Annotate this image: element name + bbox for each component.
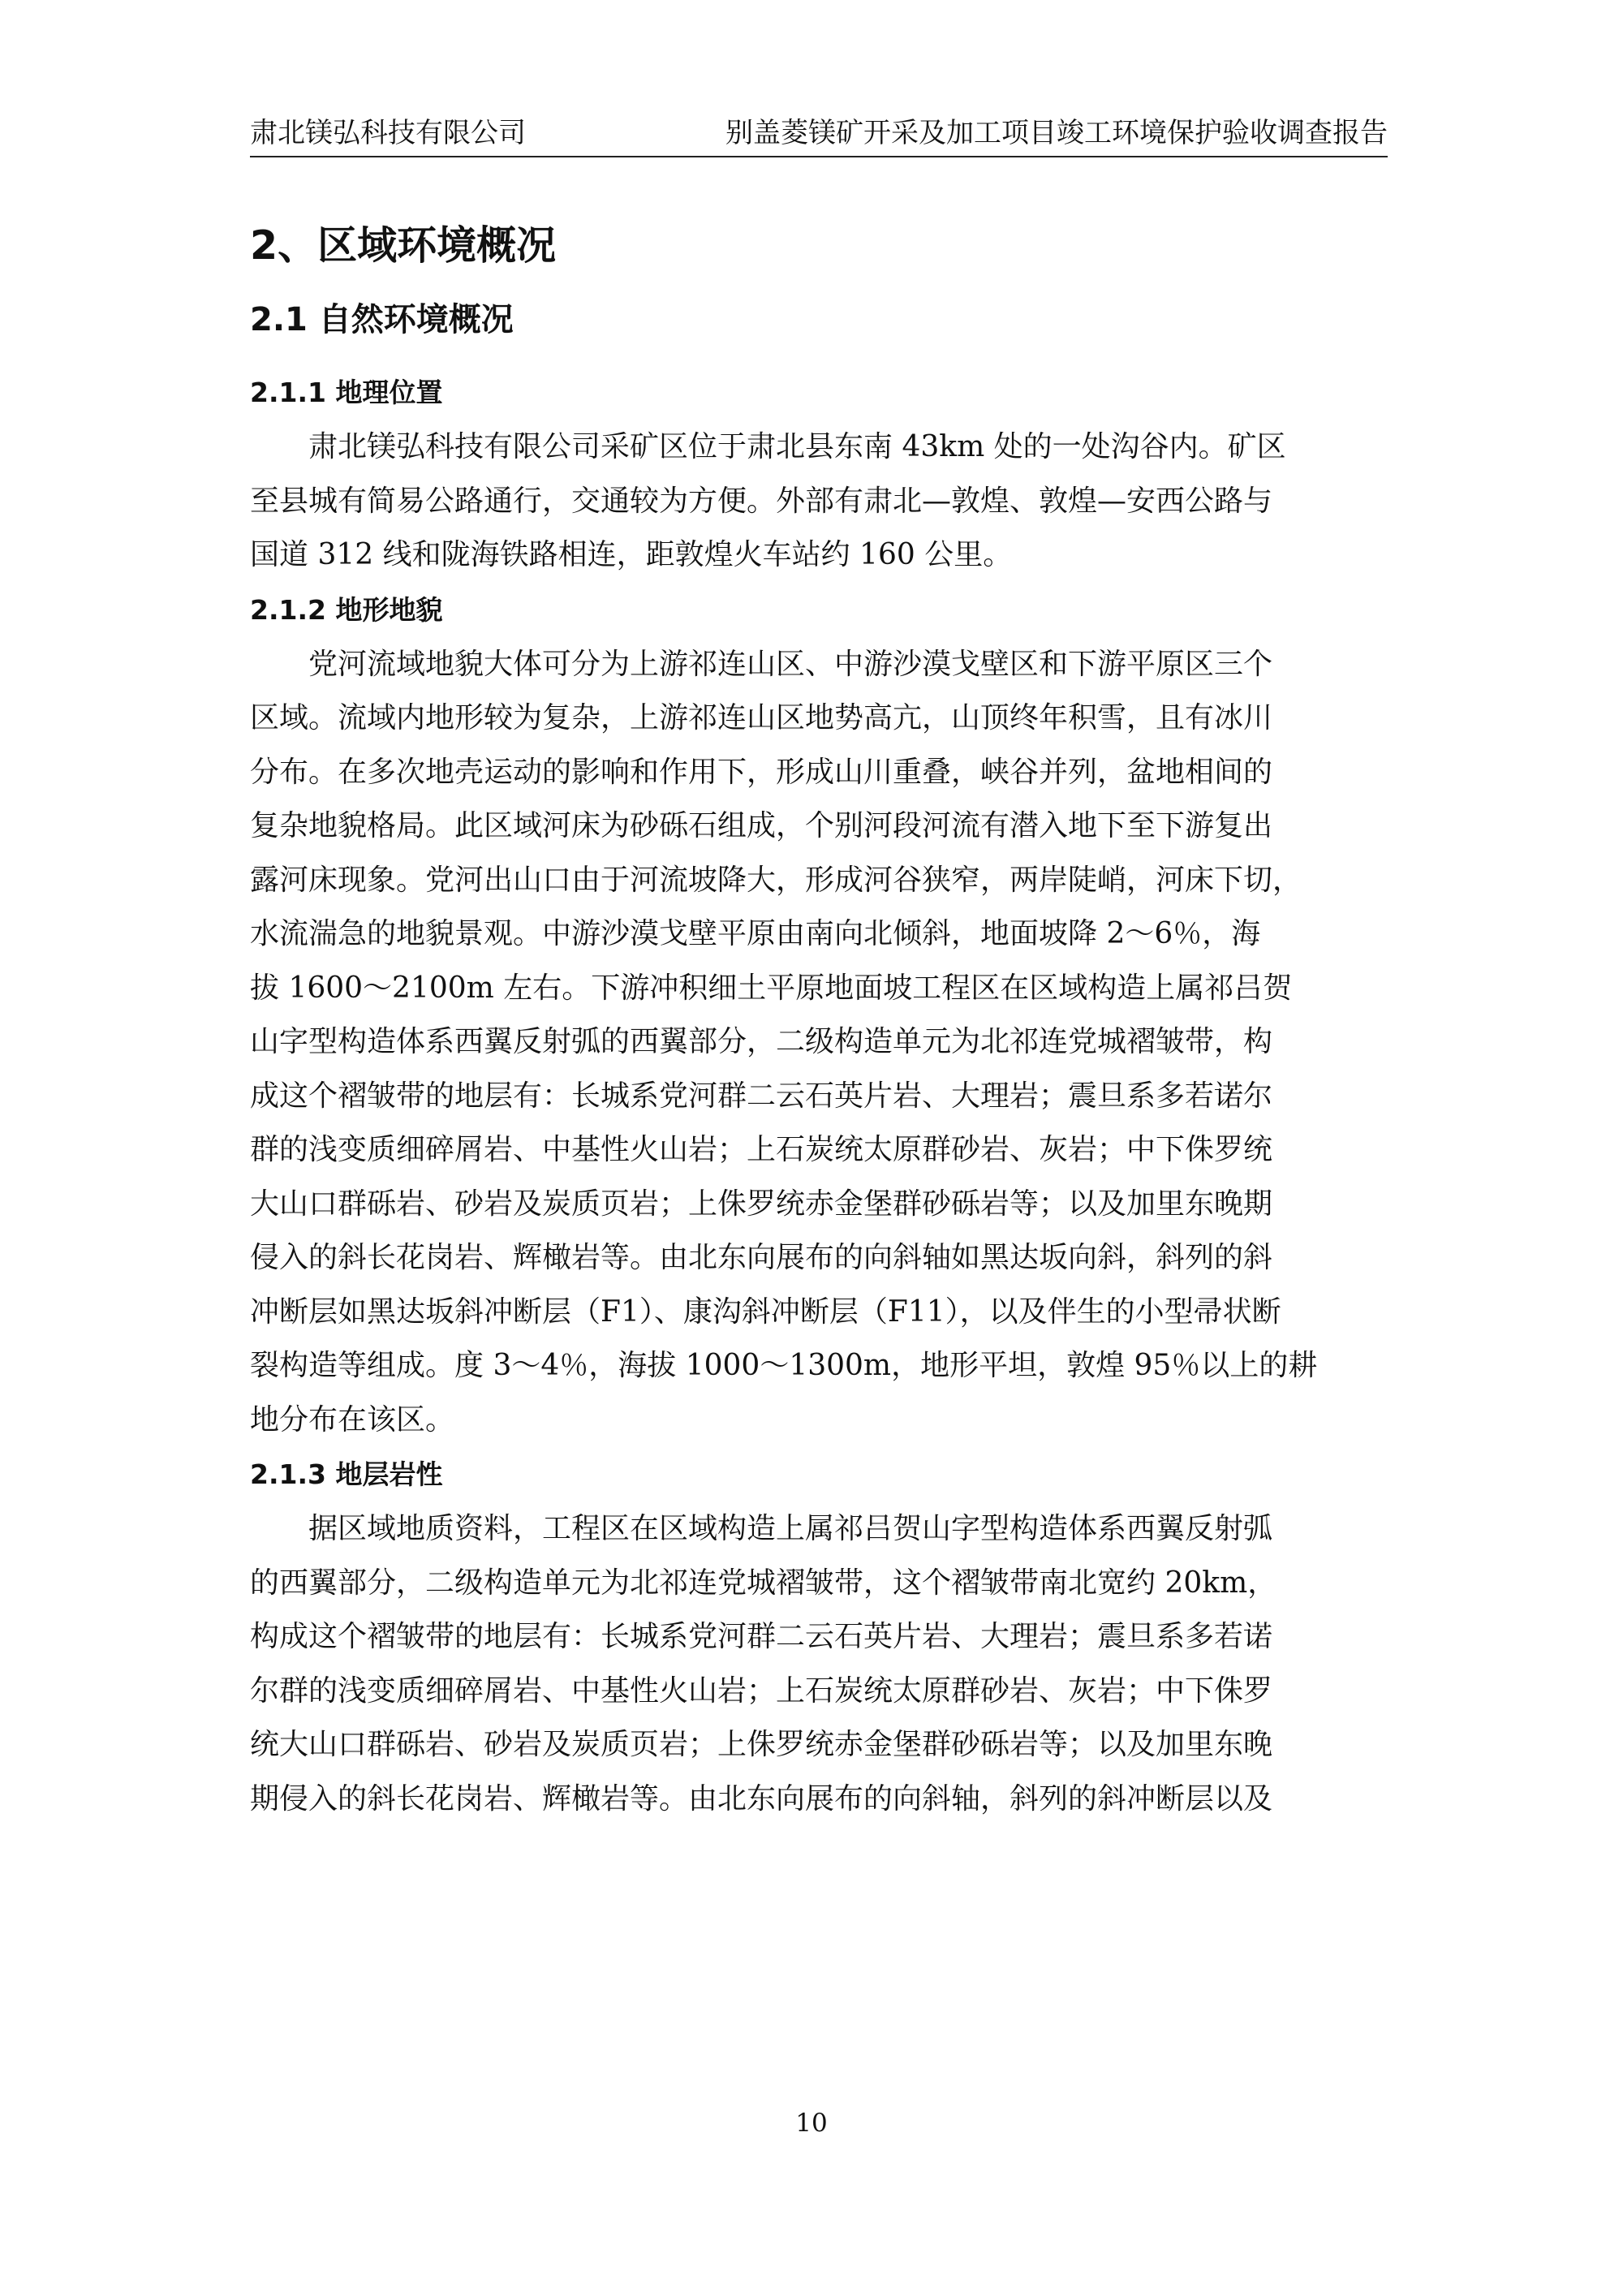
page-body <box>250 218 1388 1829</box>
paragraph-line: 露河床现象。党河出山口由于河流坡降大，形成河谷狭窄，两岸陡峭，河床下切， <box>250 863 1302 897</box>
subsection-title-stratigraphy: 2.1.3 地层岩性 <box>250 1458 443 1490</box>
paragraph-line: 裂构造等组成。度 3～4％，海拔 1000～1300m，地形平坦，敦煌 95％以上的耕 <box>250 1349 1318 1382</box>
paragraph-line: 复杂地貌格局。此区域河床为砂砾石组成，个别河段河流有潜入地下至下游复出 <box>250 809 1273 842</box>
paragraph-line: 国道 312 线和陇海铁路相连，距敦煌火车站约 160 公里。 <box>250 538 1013 571</box>
subsection-title-topography: 2.1.2 地形地貌 <box>250 593 443 626</box>
paragraph-line: 的西翼部分，二级构造单元为北祁连党城褶皱带，这个褶皱带南北宽约 20km， <box>250 1566 1277 1600</box>
page-number: 10 <box>795 2109 828 2138</box>
subsection-title-geographic-location: 2.1.1 地理位置 <box>250 377 443 408</box>
paragraph-line: 侵入的斜长花岗岩、辉橄岩等。由北东向展布的向斜轴如黑达坂向斜，斜列的斜 <box>250 1241 1273 1274</box>
paragraph-line: 地分布在该区。 <box>250 1402 455 1437</box>
paragraph-line: 水流湍急的地貌景观。中游沙漠戈壁平原由南向北倾斜，地面坡降 2～6％，海 <box>250 917 1261 950</box>
paragraph-line: 尔群的浅变质细碎屑岩、中基性火山岩；上石炭统太原群砂岩、灰岩；中下侏罗 <box>250 1674 1273 1708</box>
paragraph-stratigraphy <box>250 1502 1388 1826</box>
paragraph-line: 大山口群砾岩、砂岩及炭质页岩；上侏罗统赤金堡群砂砾岩等；以及加里东晚期 <box>250 1187 1273 1221</box>
paragraph-line: 据区域地质资料，工程区在区域构造上属祁吕贺山字型构造体系西翼反射弧 <box>308 1512 1273 1545</box>
paragraph-line: 期侵入的斜长花岗岩、辉橄岩等。由北东向展布的向斜轴，斜列的斜冲断层以及 <box>250 1781 1273 1816</box>
paragraph-line: 统大山口群砾岩、砂岩及炭质页岩；上侏罗统赤金堡群砂砾岩等；以及加里东晚 <box>250 1728 1273 1761</box>
header-report-title: 别盖菱镁矿开采及加工项目竣工环境保护验收调查报告 <box>725 117 1388 149</box>
chapter-title: 2、区域环境概况 <box>250 222 557 269</box>
section-title: 2.1 自然环境概况 <box>250 301 514 338</box>
paragraph-line: 分布。在多次地壳运动的影响和作用下，形成山川重叠，峡谷并列，盆地相间的 <box>250 755 1273 789</box>
paragraph-line: 区域。流域内地形较为复杂，上游祁连山区地势高亢，山顶终年积雪，且有冰川 <box>250 701 1273 734</box>
paragraph-line: 成这个褶皱带的地层有：长城系党河群二云石英片岩、大理岩；震旦系多若诺尔 <box>250 1079 1273 1113</box>
header-company: 肃北镁弘科技有限公司 <box>250 117 526 149</box>
paragraph-line: 构成这个褶皱带的地层有：长城系党河群二云石英片岩、大理岩；震旦系多若诺 <box>250 1620 1273 1653</box>
paragraph-line: 党河流域地貌大体可分为上游祁连山区、中游沙漠戈壁区和下游平原区三个 <box>308 647 1273 681</box>
paragraph-line: 拔 1600～2100m 左右。下游冲积细土平原地面坡工程区在区域构造上属祁吕贺 <box>250 971 1293 1005</box>
paragraph-geographic-location <box>250 420 1388 583</box>
paragraph-line: 至县城有简易公路通行，交通较为方便。外部有肃北—敦煌、敦煌—安西公路与 <box>250 484 1273 518</box>
paragraph-topography <box>250 638 1388 1448</box>
paragraph-line: 群的浅变质细碎屑岩、中基性火山岩；上石炭统太原群砂岩、灰岩；中下侏罗统 <box>250 1133 1273 1166</box>
paragraph-line: 冲断层如黑达坂斜冲断层（F1）、康沟斜冲断层（F11），以及伴生的小型帚状断 <box>250 1294 1281 1329</box>
page-header <box>250 114 1388 157</box>
paragraph-line: 山字型构造体系西翼反射弧的西翼部分，二级构造单元为北祁连党城褶皱带，构 <box>250 1025 1273 1058</box>
paragraph-line: 肃北镁弘科技有限公司采矿区位于肃北县东南 43km 处的一处沟谷内。矿区 <box>308 430 1286 463</box>
